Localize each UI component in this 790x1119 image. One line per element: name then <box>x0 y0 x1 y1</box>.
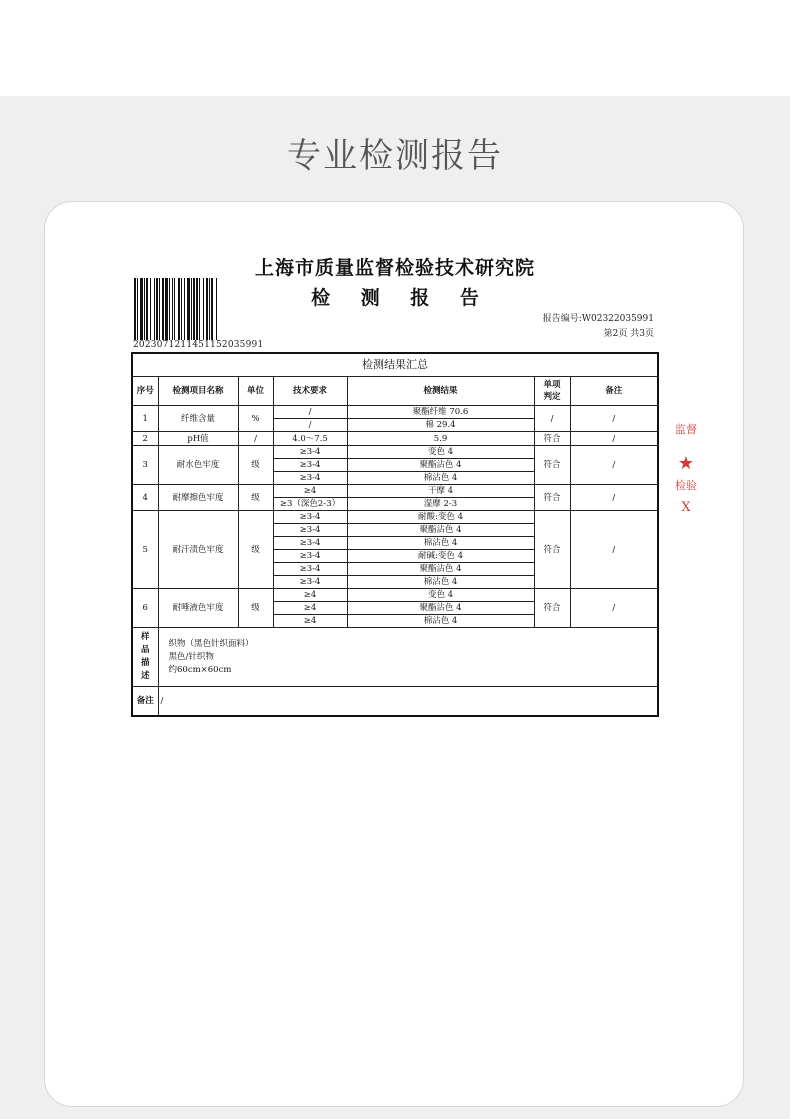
cell-result: 湿摩 2-3 <box>347 498 534 511</box>
report-number: 报告编号:W02322035991 <box>542 314 654 324</box>
cell-remark: / <box>570 432 658 446</box>
stamp-text-1: 监督 <box>675 423 697 436</box>
cell-requirement: ≥4 <box>273 589 347 602</box>
header-seq: 序号 <box>132 377 158 406</box>
cell-result: 棉沾色 4 <box>347 472 534 485</box>
table-row <box>132 485 658 498</box>
cell-requirement: / <box>273 406 347 419</box>
cell-remark: / <box>570 589 658 628</box>
barcode-bar <box>165 278 168 340</box>
cell-result: 棉沾色 4 <box>347 537 534 550</box>
table-row <box>132 511 658 524</box>
cell-result: 棉沾色 4 <box>347 576 534 589</box>
cell-item-name: 耐摩擦色牢度 <box>158 485 238 511</box>
barcode-bar <box>150 278 151 340</box>
header-remark: 备注 <box>570 377 658 406</box>
barcode-bar <box>209 278 210 340</box>
cell-requirement: ≥3-4 <box>273 563 347 576</box>
barcode-bar <box>144 278 145 340</box>
barcode-bar <box>187 278 190 340</box>
page-info: 第2页 共3页 <box>603 329 654 339</box>
cell-item-name: pH值 <box>158 432 238 446</box>
barcode-bar <box>211 278 213 340</box>
cell-result: 聚酯沾色 4 <box>347 524 534 537</box>
table-row <box>132 589 658 602</box>
cell-requirement: ≥3-4 <box>273 550 347 563</box>
cell-requirement: ≥4 <box>273 485 347 498</box>
cell-seq: 2 <box>132 432 158 446</box>
cell-result: 变色 4 <box>347 446 534 459</box>
barcode-bar <box>196 278 198 340</box>
table-row <box>132 406 658 419</box>
barcode-bar <box>172 278 173 340</box>
header-judgment: 单项判定 <box>534 377 570 406</box>
results-table <box>131 352 659 717</box>
cell-result: 聚酯沾色 4 <box>347 602 534 615</box>
page-heading: 专业检测报告 <box>287 136 503 176</box>
cell-item-name: 耐唾液色牢度 <box>158 589 238 628</box>
barcode-bar <box>174 278 175 340</box>
cell-requirement: ≥4 <box>273 615 347 628</box>
cell-judgment: / <box>534 406 570 432</box>
cell-unit: 级 <box>238 511 273 589</box>
header-item: 检测项目名称 <box>158 377 238 406</box>
cell-result: 耐碱:变色 4 <box>347 550 534 563</box>
barcode-bar <box>140 278 143 340</box>
cell-remark: / <box>570 446 658 485</box>
cell-judgment: 符合 <box>534 485 570 511</box>
barcode-bar <box>191 278 192 340</box>
cell-requirement: ≥3-4 <box>273 524 347 537</box>
cell-item-name: 耐汗渍色牢度 <box>158 511 238 589</box>
cell-remark: / <box>570 485 658 511</box>
remarks-value: / <box>158 687 658 717</box>
cell-result: 5.9 <box>347 432 534 446</box>
cell-requirement: ≥3-4 <box>273 446 347 459</box>
cell-judgment: 符合 <box>534 432 570 446</box>
cell-requirement: ≥4 <box>273 602 347 615</box>
barcode-bar <box>159 278 160 340</box>
cell-unit: 级 <box>238 589 273 628</box>
stamp-text-2: 检验 <box>675 479 697 492</box>
cell-result: 干摩 4 <box>347 485 534 498</box>
organization-title: 上海市质量监督检验技术研究院 <box>254 257 535 279</box>
barcode-bar <box>178 278 180 340</box>
cell-requirement: ≥3-4 <box>273 511 347 524</box>
barcode-bar <box>162 278 164 340</box>
sample-description-line: 黑色/针织物 <box>168 651 214 662</box>
report-title: 检 测 报 告 <box>311 287 491 309</box>
barcode-bar <box>193 278 195 340</box>
barcode-icon <box>134 278 246 340</box>
header-requirement: 技术要求 <box>273 377 347 406</box>
barcode-bar <box>154 278 155 340</box>
cell-judgment: 符合 <box>534 446 570 485</box>
cell-unit: / <box>238 432 273 446</box>
cell-result: 聚酯纤维 70.6 <box>347 406 534 419</box>
cell-seq: 1 <box>132 406 158 432</box>
barcode-bar <box>216 278 217 340</box>
cell-result: 变色 4 <box>347 589 534 602</box>
cell-unit: 级 <box>238 485 273 511</box>
table-row <box>132 446 658 459</box>
cell-seq: 4 <box>132 485 158 511</box>
cell-result: 耐酸:变色 4 <box>347 511 534 524</box>
barcode-bar <box>137 278 138 340</box>
cell-remark: / <box>570 511 658 589</box>
barcode-bar <box>169 278 170 340</box>
remarks-label: 备注 <box>132 687 158 717</box>
cell-judgment: 符合 <box>534 589 570 628</box>
barcode-bar <box>146 278 148 340</box>
cell-result: 聚酯沾色 4 <box>347 563 534 576</box>
header-unit: 单位 <box>238 377 273 406</box>
cell-item-name: 耐水色牢度 <box>158 446 238 485</box>
stamp-text-3: X <box>681 500 691 515</box>
cell-result: 棉沾色 4 <box>347 615 534 628</box>
sample-description-label: 样品描述 <box>132 628 158 687</box>
cell-seq: 6 <box>132 589 158 628</box>
cell-requirement: ≥3-4 <box>273 537 347 550</box>
stamp-star-icon: ★ <box>677 453 695 474</box>
barcode-bar <box>134 278 136 340</box>
cell-requirement: ≥3（深色2-3） <box>273 498 347 511</box>
cell-requirement: ≥3-4 <box>273 459 347 472</box>
barcode-number: 2023071211451152035991 <box>133 340 264 350</box>
sample-description-line: 约60cm×60cm <box>168 664 232 675</box>
sample-description-line: 织物（黑色针织面料） <box>168 638 254 649</box>
cell-requirement: 4.0～7.5 <box>273 432 347 446</box>
barcode-bar <box>156 278 158 340</box>
cell-judgment: 符合 <box>534 511 570 589</box>
barcode-bar <box>203 278 204 340</box>
cell-unit: % <box>238 406 273 432</box>
barcode-bar <box>199 278 200 340</box>
cell-result: 棉 29.4 <box>347 419 534 432</box>
cell-requirement: ≥3-4 <box>273 576 347 589</box>
cell-result: 聚酯沾色 4 <box>347 459 534 472</box>
cell-unit: 级 <box>238 446 273 485</box>
barcode-bar <box>206 278 208 340</box>
barcode-bar <box>184 278 185 340</box>
red-seal-stamp <box>674 418 698 522</box>
cell-item-name: 纤维含量 <box>158 406 238 432</box>
cell-seq: 3 <box>132 446 158 485</box>
cell-remark: / <box>570 406 658 432</box>
barcode-bar <box>181 278 182 340</box>
cell-requirement: ≥3-4 <box>273 472 347 485</box>
header-result: 检测结果 <box>347 377 534 406</box>
sample-description <box>158 628 658 687</box>
top-white-band <box>0 0 790 96</box>
table-caption: 检测结果汇总 <box>132 353 658 377</box>
cell-seq: 5 <box>132 511 158 589</box>
cell-requirement: / <box>273 419 347 432</box>
table-row <box>132 432 658 446</box>
